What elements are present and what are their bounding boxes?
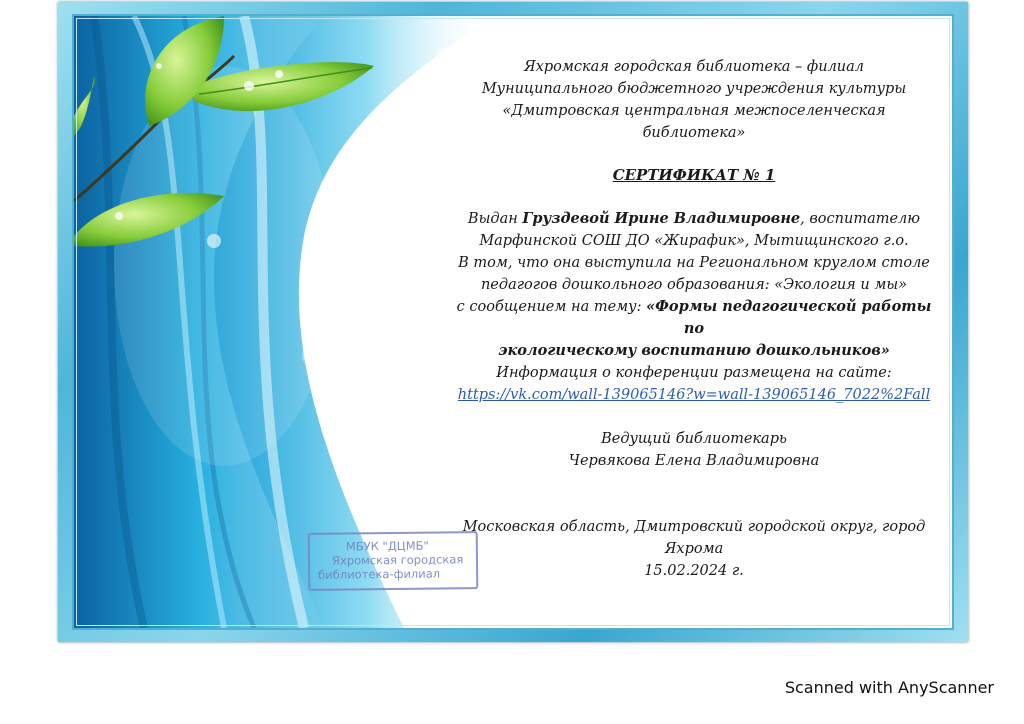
certificate-sheet xyxy=(72,14,954,630)
certificate-frame xyxy=(58,2,968,642)
topic-title-1: «Формы педагогической работы по xyxy=(646,298,932,337)
stamp-line-2: Яхромская городская xyxy=(331,552,464,568)
scanner-watermark: Scanned with AnyScanner xyxy=(784,678,994,697)
conference-link[interactable]: https://vk.com/wall-139065146?w=wall-139065146_7022%2Fall xyxy=(457,387,931,403)
topic-title-2: экологическому воспитанию дошкольников» xyxy=(498,342,890,359)
issued-suffix: , воспитателю xyxy=(800,211,921,227)
stamp-line-1: МБУК "ДЦМБ" xyxy=(345,538,429,554)
certificate-title: СЕРТИФИКАТ № 1 xyxy=(612,166,776,184)
issued-prefix: Выдан xyxy=(467,211,523,227)
body-line-2: педагогов дошкольного образования: «Экология и мы» xyxy=(480,277,908,293)
header-line-3: «Дмитровская центральная межпоселенческая библиотека» xyxy=(502,103,886,141)
header-line-2: Муниципального бюджетного учреждения культуры xyxy=(481,81,907,97)
date-line: 15.02.2024 г. xyxy=(644,563,744,579)
signer-name: Червякова Елена Владимировна xyxy=(568,453,820,469)
library-stamp xyxy=(308,531,479,591)
signer-title: Ведущий библиотекарь xyxy=(601,431,787,447)
location-line: Московская область, Дмитровский городской округ, город Яхрома xyxy=(462,519,926,557)
recipient-name: Груздевой Ирине Владимировне xyxy=(522,210,801,227)
topic-prefix: с сообщением на тему: xyxy=(456,299,647,315)
header-line-1: Яхромская городская библиотека – филиал xyxy=(523,59,865,75)
body-line-1: В том, что она выступила на Региональном круглом столе xyxy=(458,255,930,271)
certificate-text xyxy=(454,56,934,582)
stamp-line-3: библиотека-филиал xyxy=(318,566,441,582)
organization-line: Марфинской СОШ ДО «Жирафик», Мытищинского г.о. xyxy=(479,233,909,249)
info-line: Информация о конференции размещена на сайте: xyxy=(496,365,892,381)
topic-line xyxy=(454,296,934,340)
issued-line xyxy=(454,208,934,230)
